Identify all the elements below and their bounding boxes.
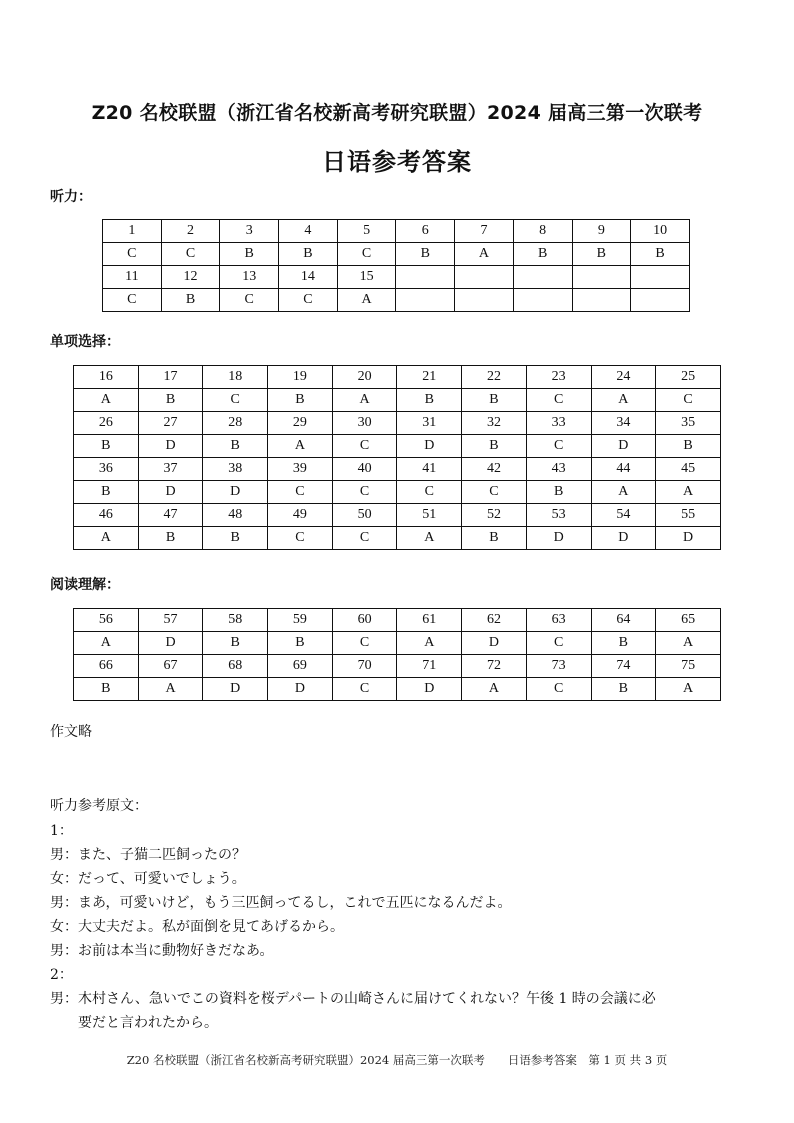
answer-cell: B	[279, 243, 338, 266]
question-number-cell: 36	[74, 458, 139, 481]
reading-section-label: 阅读理解：	[50, 577, 120, 593]
question-number-cell: 54	[591, 504, 656, 527]
question-number-cell: 26	[74, 412, 139, 435]
answer-cell: A	[397, 632, 462, 655]
answer-cell: B	[396, 243, 455, 266]
question-number-row	[103, 220, 690, 243]
answer-cell: C	[462, 481, 527, 504]
essay-note: 作文略	[50, 724, 92, 740]
answer-cell: C	[332, 632, 397, 655]
answer-cell: D	[526, 527, 591, 550]
question-number-cell: 49	[268, 504, 333, 527]
answer-row	[74, 527, 721, 550]
answer-cell	[572, 289, 631, 312]
question-number-cell: 13	[220, 266, 279, 289]
question-number-cell: 2	[161, 220, 220, 243]
answer-cell: A	[397, 527, 462, 550]
question-number-cell: 50	[332, 504, 397, 527]
reading-answer-table	[73, 608, 721, 701]
question-number-cell: 51	[397, 504, 462, 527]
answer-cell: C	[397, 481, 462, 504]
question-number-cell	[513, 266, 572, 289]
question-number-cell: 65	[656, 609, 721, 632]
question-number-cell: 35	[656, 412, 721, 435]
question-number-cell: 62	[462, 609, 527, 632]
answer-cell: B	[397, 389, 462, 412]
question-number-row	[103, 266, 690, 289]
question-number-cell: 19	[268, 366, 333, 389]
question-number-cell: 11	[103, 266, 162, 289]
answer-cell: D	[591, 435, 656, 458]
question-number-cell: 21	[397, 366, 462, 389]
answer-cell: D	[462, 632, 527, 655]
question-number-cell: 37	[138, 458, 203, 481]
question-number-cell: 55	[656, 504, 721, 527]
question-number-cell: 63	[526, 609, 591, 632]
question-number-cell: 28	[203, 412, 268, 435]
answer-cell	[455, 289, 514, 312]
answer-row	[103, 243, 690, 266]
answer-cell: A	[591, 481, 656, 504]
answer-cell: A	[74, 632, 139, 655]
question-number-cell: 15	[337, 266, 396, 289]
answer-cell: D	[203, 678, 268, 701]
question-number-row	[74, 458, 721, 481]
question-number-cell: 3	[220, 220, 279, 243]
answer-cell: D	[203, 481, 268, 504]
answer-cell: B	[572, 243, 631, 266]
transcript-line: 女：大丈夫だよ。私が面倒を見てあげるから。	[50, 919, 344, 935]
transcript-line: 2：	[50, 967, 73, 983]
answer-cell: D	[138, 481, 203, 504]
answer-cell: B	[268, 389, 333, 412]
answer-cell: A	[268, 435, 333, 458]
answer-cell: B	[462, 527, 527, 550]
answer-cell: B	[74, 481, 139, 504]
answer-cell: C	[332, 527, 397, 550]
answer-cell: D	[138, 435, 203, 458]
question-number-cell: 45	[656, 458, 721, 481]
answer-cell: A	[332, 389, 397, 412]
question-number-cell: 61	[397, 609, 462, 632]
question-number-cell	[396, 266, 455, 289]
question-number-cell: 48	[203, 504, 268, 527]
question-number-cell: 75	[656, 655, 721, 678]
question-number-cell: 41	[397, 458, 462, 481]
question-number-cell: 18	[203, 366, 268, 389]
question-number-row	[74, 366, 721, 389]
transcript-line: 要だと言われたから。	[50, 1015, 218, 1031]
question-number-cell: 56	[74, 609, 139, 632]
question-number-cell: 24	[591, 366, 656, 389]
answer-cell: A	[656, 678, 721, 701]
question-number-cell: 68	[203, 655, 268, 678]
answer-cell: C	[337, 243, 396, 266]
question-number-cell: 58	[203, 609, 268, 632]
question-number-cell: 43	[526, 458, 591, 481]
question-number-cell: 74	[591, 655, 656, 678]
transcript-heading: 听力参考原文：	[50, 798, 148, 814]
answer-cell: D	[397, 678, 462, 701]
question-number-row	[74, 412, 721, 435]
answer-cell: C	[279, 289, 338, 312]
page-footer: Z20 名校联盟（浙江省名校新高考研究联盟）2024 届高三第一次联考 日语参考答案 第 1 页 共 3 页	[126, 1053, 668, 1067]
question-number-cell: 4	[279, 220, 338, 243]
answer-cell: A	[656, 481, 721, 504]
answer-cell: B	[203, 632, 268, 655]
answer-cell: D	[591, 527, 656, 550]
question-number-cell: 39	[268, 458, 333, 481]
answer-cell: B	[462, 389, 527, 412]
question-number-cell: 46	[74, 504, 139, 527]
answer-cell: C	[103, 289, 162, 312]
answer-cell: A	[455, 243, 514, 266]
question-number-cell: 73	[526, 655, 591, 678]
answer-row	[74, 435, 721, 458]
transcript-line: 1：	[50, 823, 73, 839]
answer-cell: B	[631, 243, 690, 266]
transcript-line: 女：だって、可愛いでしょう。	[50, 871, 246, 887]
answer-cell	[513, 289, 572, 312]
answer-cell	[631, 289, 690, 312]
question-number-cell: 47	[138, 504, 203, 527]
question-number-cell: 12	[161, 266, 220, 289]
question-number-cell: 38	[203, 458, 268, 481]
answer-cell: C	[656, 389, 721, 412]
question-number-cell: 53	[526, 504, 591, 527]
answer-cell: C	[526, 389, 591, 412]
transcript-line: 男：また、子猫二匹飼ったの？	[50, 847, 246, 863]
answer-cell: B	[656, 435, 721, 458]
answer-cell: C	[526, 678, 591, 701]
question-number-cell	[631, 266, 690, 289]
answer-cell: B	[526, 481, 591, 504]
question-number-cell: 42	[462, 458, 527, 481]
answer-cell: C	[203, 389, 268, 412]
answer-cell: A	[591, 389, 656, 412]
answer-cell: A	[462, 678, 527, 701]
question-number-cell: 67	[138, 655, 203, 678]
question-number-cell: 40	[332, 458, 397, 481]
answer-cell: B	[591, 632, 656, 655]
answer-cell: B	[591, 678, 656, 701]
question-number-cell: 59	[268, 609, 333, 632]
document-subtitle: 日语参考答案	[322, 148, 472, 176]
answer-cell: C	[526, 435, 591, 458]
answer-row	[103, 289, 690, 312]
question-number-cell: 31	[397, 412, 462, 435]
question-number-cell: 9	[572, 220, 631, 243]
answer-cell: B	[161, 289, 220, 312]
question-number-cell	[572, 266, 631, 289]
single-choice-section-label: 单项选择：	[50, 334, 120, 350]
question-number-cell: 32	[462, 412, 527, 435]
answer-row	[74, 678, 721, 701]
answer-cell: C	[161, 243, 220, 266]
answer-cell: A	[74, 527, 139, 550]
question-number-cell: 8	[513, 220, 572, 243]
answer-cell: C	[332, 678, 397, 701]
answer-cell: B	[513, 243, 572, 266]
question-number-cell: 30	[332, 412, 397, 435]
transcript-line: 男：まあ，可愛いけど，もう三匹飼ってるし，これで五匹になるんだよ。	[50, 895, 512, 911]
question-number-cell: 72	[462, 655, 527, 678]
answer-cell: A	[337, 289, 396, 312]
answer-cell: D	[268, 678, 333, 701]
question-number-cell: 33	[526, 412, 591, 435]
answer-cell: A	[656, 632, 721, 655]
question-number-cell: 25	[656, 366, 721, 389]
answer-cell: C	[526, 632, 591, 655]
answer-cell	[396, 289, 455, 312]
answer-cell: B	[138, 527, 203, 550]
question-number-cell: 34	[591, 412, 656, 435]
transcript-line: 男：木村さん、急いでこの資料を桜デパートの山崎さんに届けてくれない？午後 1 時の会議に必	[50, 991, 656, 1007]
question-number-row	[74, 655, 721, 678]
answer-cell: D	[138, 632, 203, 655]
question-number-cell: 6	[396, 220, 455, 243]
document-title: Z20 名校联盟（浙江省名校新高考研究联盟）2024 届高三第一次联考	[91, 102, 703, 124]
answer-cell: A	[138, 678, 203, 701]
answer-row	[74, 481, 721, 504]
single-choice-answer-table	[73, 365, 721, 550]
question-number-cell: 22	[462, 366, 527, 389]
question-number-cell	[455, 266, 514, 289]
question-number-cell: 10	[631, 220, 690, 243]
question-number-cell: 60	[332, 609, 397, 632]
question-number-cell: 69	[268, 655, 333, 678]
answer-cell: D	[397, 435, 462, 458]
transcript-line: 男：お前は本当に動物好きだなあ。	[50, 943, 274, 959]
answer-cell: B	[203, 527, 268, 550]
question-number-cell: 57	[138, 609, 203, 632]
question-number-cell: 70	[332, 655, 397, 678]
answer-cell: B	[462, 435, 527, 458]
answer-cell: C	[332, 481, 397, 504]
question-number-cell: 44	[591, 458, 656, 481]
question-number-cell: 29	[268, 412, 333, 435]
answer-cell: B	[74, 435, 139, 458]
question-number-cell: 27	[138, 412, 203, 435]
answer-cell: D	[656, 527, 721, 550]
answer-cell: B	[138, 389, 203, 412]
question-number-cell: 7	[455, 220, 514, 243]
question-number-row	[74, 609, 721, 632]
question-number-cell: 16	[74, 366, 139, 389]
answer-cell: A	[74, 389, 139, 412]
listening-answer-table	[102, 219, 690, 312]
question-number-row	[74, 504, 721, 527]
question-number-cell: 17	[138, 366, 203, 389]
question-number-cell: 1	[103, 220, 162, 243]
answer-row	[74, 389, 721, 412]
listening-section-label: 听力：	[50, 189, 92, 205]
answer-cell: C	[220, 289, 279, 312]
question-number-cell: 64	[591, 609, 656, 632]
answer-cell: C	[268, 481, 333, 504]
question-number-cell: 23	[526, 366, 591, 389]
answer-cell: B	[203, 435, 268, 458]
question-number-cell: 71	[397, 655, 462, 678]
answer-cell: B	[220, 243, 279, 266]
answer-cell: C	[268, 527, 333, 550]
answer-cell: C	[103, 243, 162, 266]
question-number-cell: 20	[332, 366, 397, 389]
answer-cell: B	[268, 632, 333, 655]
question-number-cell: 66	[74, 655, 139, 678]
question-number-cell: 14	[279, 266, 338, 289]
answer-row	[74, 632, 721, 655]
question-number-cell: 52	[462, 504, 527, 527]
question-number-cell: 5	[337, 220, 396, 243]
answer-cell: C	[332, 435, 397, 458]
answer-cell: B	[74, 678, 139, 701]
